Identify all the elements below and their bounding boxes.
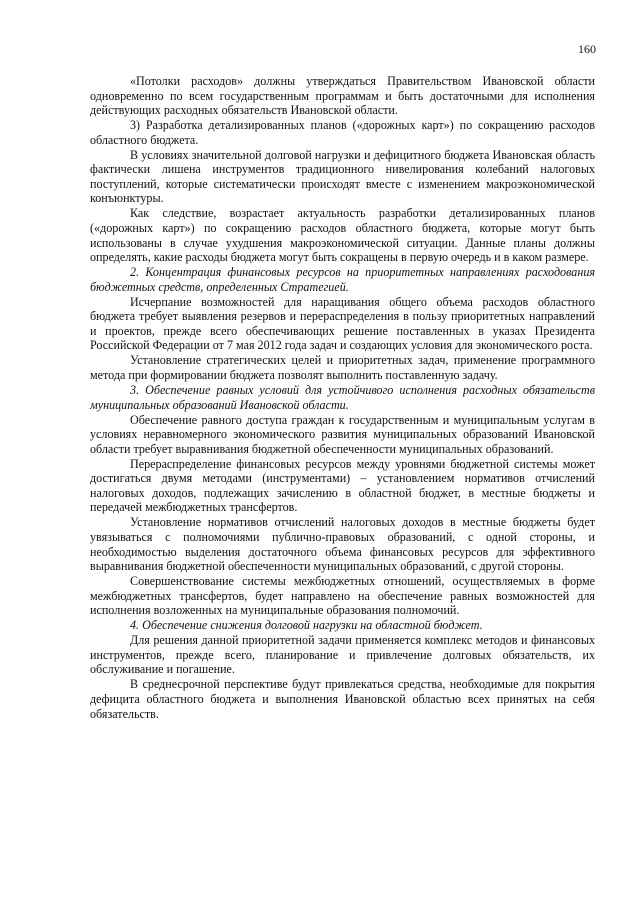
paragraph: Совершенствование системы межбюджетных отношений, осуществляемых в форме межбюджетных трансфертов, будет направлено на обеспечение равных возможностей для исполнения возложенных на муниципальные образования полномочий. [90,574,595,618]
paragraph: Как следствие, возрастает актуальность разработки детализированных планов («дорожных карт») по сокращению расходов областного бюджета, которые могут быть использованы в случае ухудшения макроэкономической ситуации. Данные планы должны определять, какие расходы бюджета могут быть сокращены в первую очередь и в каком размере. [90,206,595,265]
section-heading: 2. Концентрация финансовых ресурсов на приоритетных направлениях расходования бюджетных средств, определенных Стратегией. [90,265,595,294]
section-heading: 3. Обеспечение равных условий для устойчивого исполнения расходных обязательств муниципальных образований Ивановской области. [90,382,595,412]
paragraph: Обеспечение равного доступа граждан к государственным и муниципальным услугам в условиях неравномерного экономического развития муниципальных образований Ивановской области требует выравнивания бюджетной обеспеченности муниципальных образований. [90,412,595,456]
section-heading: 4. Обеспечение снижения долговой нагрузки на областной бюджет. [130,618,483,633]
paragraph: Исчерпание возможностей для наращивания общего объема расходов областного бюджета требует выявления резервов и перераспределения в пользу приоритетных направлений и проектов, прежде всего обеспечивающих решение поставленных в указах Президента Российской Федерации от 7 мая 2012 года задач и создающих условия для экономического роста. [90,294,595,353]
page-number: 160 [578,42,596,56]
paragraph: В условиях значительной долговой нагрузки и дефицитного бюджета Ивановская область фактически лишена инструментов традиционного нивелирования колебаний налоговых поступлений, которые систематически происходят вместе с изменением макроэкономической конъюнктуры. [90,147,595,206]
paragraph: Перераспределение финансовых ресурсов между уровнями бюджетной системы может достигаться двумя методами (инструментами) – установлением нормативов отчислений налоговых доходов, подлежащих зачислению в областной бюджет, в местные бюджеты и передачей межбюджетных трансфертов. [90,456,595,515]
body-text [90,74,595,722]
paragraph: В среднесрочной перспективе будут привлекаться средства, необходимые для покрытия дефицита областного бюджета и выполнения Ивановской областью всех принятых на себя обязательств. [90,677,595,721]
paragraph: Установление нормативов отчислений налоговых доходов в местные бюджеты будет увязываться с полномочиями публично-правовых образований, с одной стороны, и необходимостью выделения достаточного объема финансовых ресурсов для эффективного выравнивания бюджетной обеспеченности муниципальных образований, с другой стороны. [90,515,595,574]
paragraph: «Потолки расходов» должны утверждаться Правительством Ивановской области одновременно по всем государственным программам и быть достаточными для исполнения действующих расходных обязательств Ивановской области. [90,74,595,118]
paragraph: 3) Разработка детализированных планов («дорожных карт») по сокращению расходов областного бюджета. [90,118,595,147]
paragraph: Для решения данной приоритетной задачи применяется комплекс методов и финансовых инструментов, прежде всего, планирование и привлечение долговых обязательств, их обслуживание и погашение. [90,633,595,677]
paragraph: Установление стратегических целей и приоритетных задач, применение программного метода при формировании бюджета позволят выполнить поставленную задачу. [90,353,595,382]
